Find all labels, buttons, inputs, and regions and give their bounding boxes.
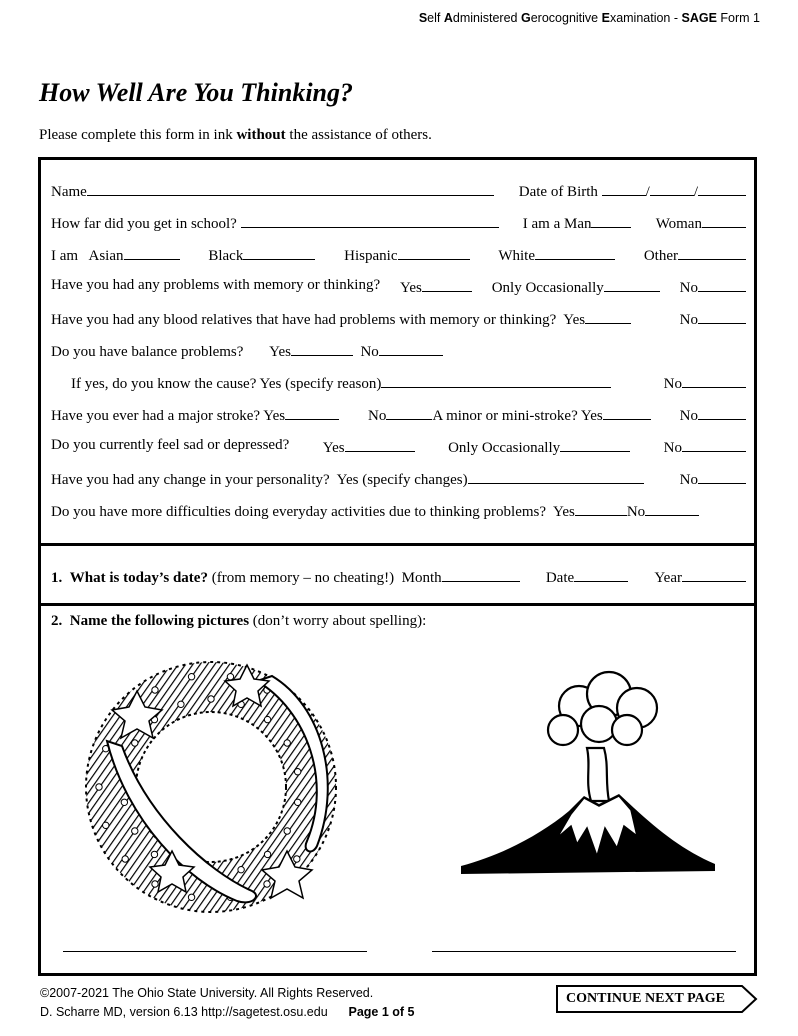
school-gender-row: How far did you get in school? I am a Man Woman (51, 213, 746, 233)
other-field[interactable] (678, 245, 746, 260)
balance-row: Do you have balance problems? Yes No (51, 341, 746, 361)
stroke-yes-field[interactable] (285, 405, 339, 420)
form-header: Self Administered Gerocognitive Examination - SAGE Form 1 (418, 11, 760, 25)
wreath-drawing (77, 651, 345, 919)
month-field[interactable] (442, 567, 520, 582)
instructions: Please complete this form in ink without the assistance of others. (39, 127, 432, 143)
dob-year-field[interactable] (698, 181, 746, 196)
wreath-answer-field[interactable] (63, 951, 367, 952)
continue-next-page-button[interactable]: CONTINUE NEXT PAGE (556, 985, 758, 1013)
personality-field[interactable] (468, 469, 644, 484)
sad-yes-field[interactable] (345, 437, 415, 452)
relatives-row: Have you had any blood relatives that have had problems with memory or thinking? Yes No (51, 309, 746, 329)
question-1-row: 1. What is today’s date? (from memory – no cheating!) Month Date Year (51, 567, 746, 587)
personality-row: Have you had any change in your personality? Yes (specify changes) No (51, 469, 746, 489)
cause-field[interactable] (381, 373, 611, 388)
activities-row: Do you have more difficulties doing everyday activities due to thinking problems? Yes No (51, 501, 746, 521)
question-2-section (38, 603, 757, 976)
question-2-prompt: 2. Name the following pictures (don’t worry about spelling): (51, 613, 427, 629)
minor-stroke-yes-field[interactable] (603, 405, 651, 420)
activities-yes-field[interactable] (575, 501, 627, 516)
ethnicity-row: I am Asian Black Hispanic White Other (51, 245, 746, 265)
hispanic-field[interactable] (398, 245, 470, 260)
name-field[interactable] (87, 181, 494, 196)
page-indicator: Page 1 of 5 (348, 1005, 415, 1019)
relatives-yes-field[interactable] (585, 309, 631, 324)
dob-month-field[interactable] (602, 181, 646, 196)
cause-no-field[interactable] (682, 373, 746, 388)
stroke-row: Have you ever had a major stroke? Yes No A minor or mini-stroke? Yes No (51, 405, 746, 425)
memory-no-field[interactable] (698, 277, 746, 292)
black-field[interactable] (243, 245, 315, 260)
school-field[interactable] (241, 213, 499, 228)
woman-field[interactable] (702, 213, 746, 228)
volcano-answer-field[interactable] (432, 951, 736, 952)
sad-no-field[interactable] (682, 437, 746, 452)
year-field[interactable] (682, 567, 746, 582)
page-title: How Well Are You Thinking? (39, 78, 354, 107)
copyright-text: ©2007-2021 The Ohio State University. All Rights Reserved. (40, 986, 374, 1000)
asian-field[interactable] (124, 245, 180, 260)
volcano-drawing (459, 666, 719, 906)
balance-no-field[interactable] (379, 341, 443, 356)
sad-row: Do you currently feel sad or depressed? Yes Only Occasionally No (51, 437, 746, 457)
personality-no-field[interactable] (698, 469, 746, 484)
balance-yes-field[interactable] (291, 341, 353, 356)
name-row: Name Date of Birth / / (51, 181, 746, 201)
dob-day-field[interactable] (650, 181, 694, 196)
relatives-no-field[interactable] (698, 309, 746, 324)
footer (40, 984, 415, 1022)
memory-occasionally-field[interactable] (604, 277, 660, 292)
sad-occasionally-field[interactable] (560, 437, 630, 452)
stroke-no-field[interactable] (386, 405, 432, 420)
memory-yes-field[interactable] (422, 277, 472, 292)
memory-row: Have you had any problems with memory or thinking? Yes Only Occasionally No (51, 277, 746, 297)
demographics-section (38, 157, 757, 543)
date-field[interactable] (574, 567, 628, 582)
activities-no-field[interactable] (645, 501, 699, 516)
man-field[interactable] (591, 213, 631, 228)
question-1-section (38, 543, 757, 604)
minor-stroke-no-field[interactable] (698, 405, 746, 420)
cause-row: If yes, do you know the cause? Yes (specify reason) No (71, 373, 746, 393)
author-text: D. Scharre MD, version 6.13 http://sagetest.osu.edu (40, 1005, 328, 1019)
white-field[interactable] (535, 245, 615, 260)
